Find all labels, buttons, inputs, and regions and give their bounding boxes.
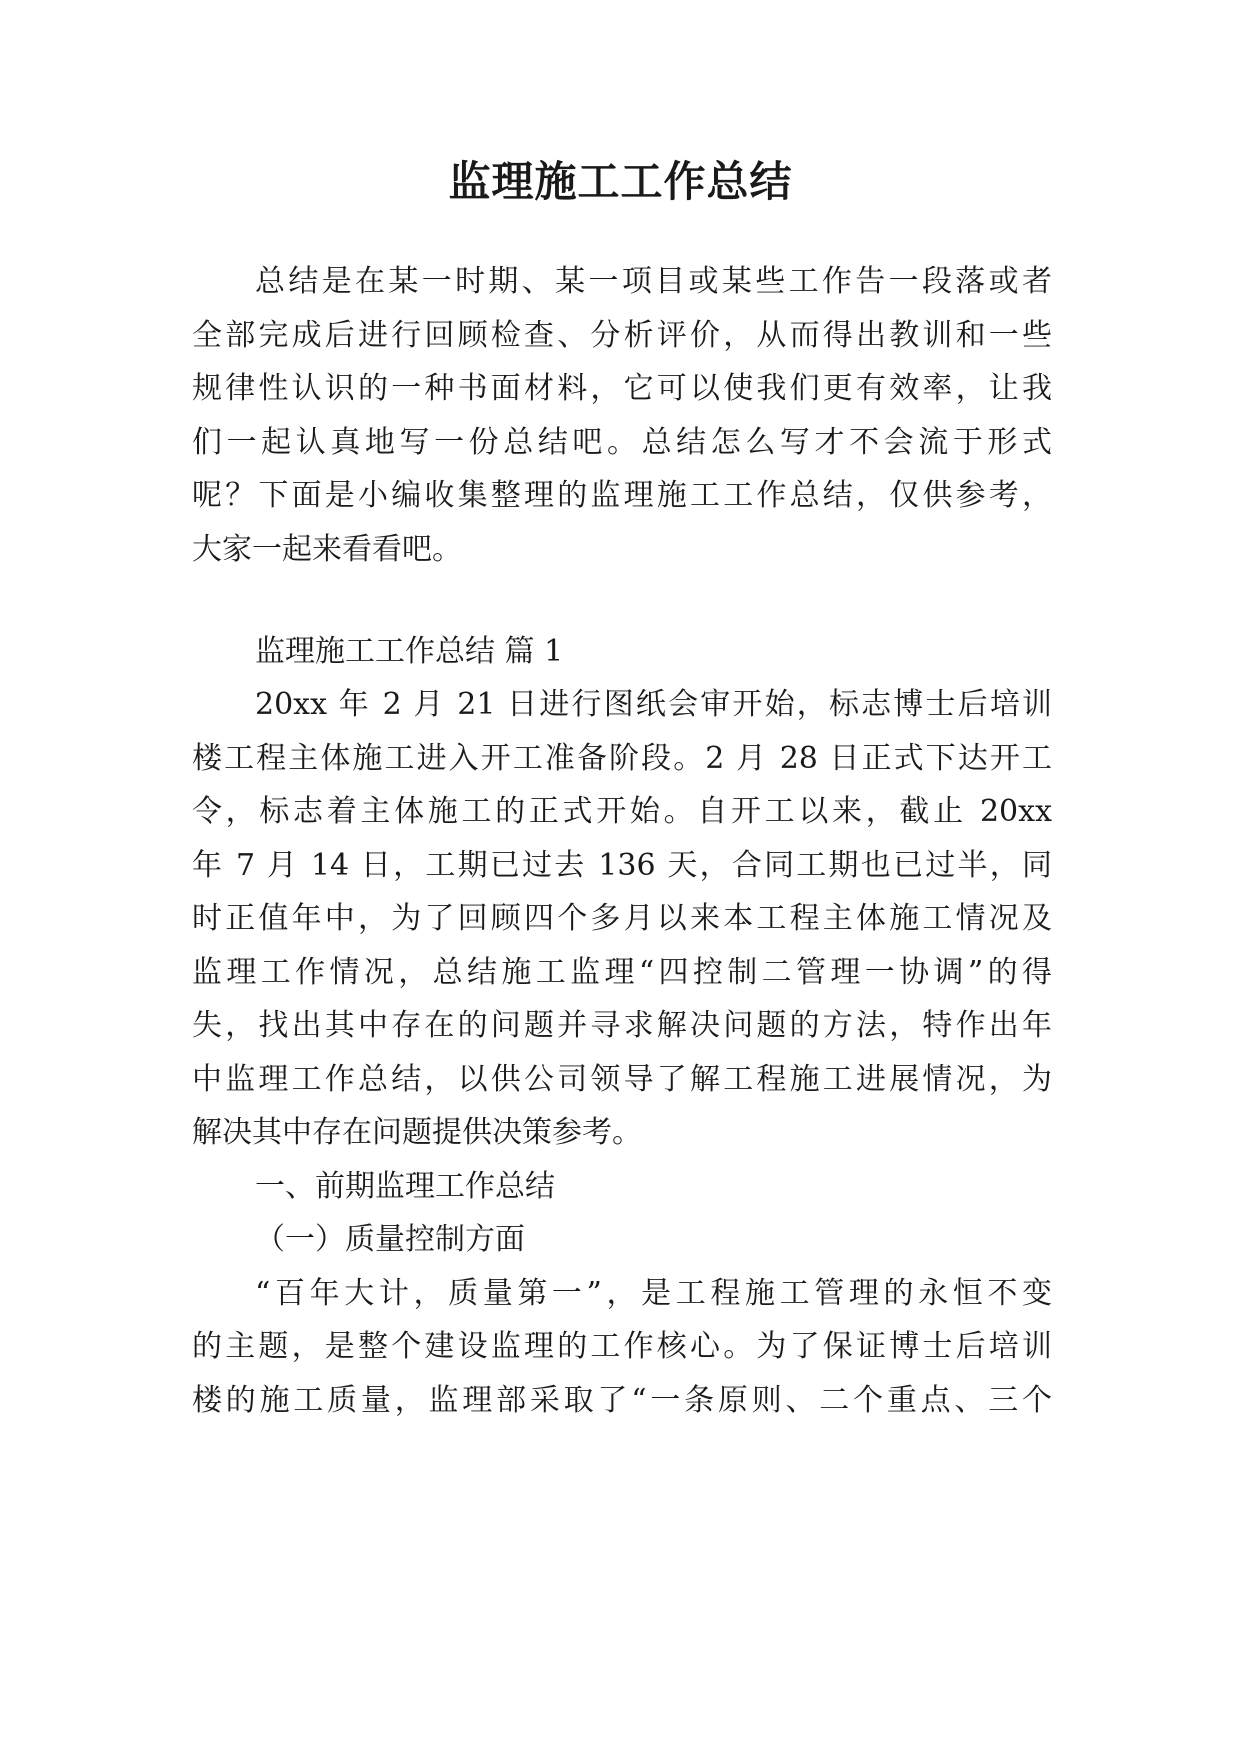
- para1-line-1: 20xx 年 2 月 21 日进行图纸会审开始，标志博士后培训: [255, 687, 1052, 722]
- para2-line-1: “百年大计，质量第一”，是工程施工管理的永恒不变: [255, 1276, 1052, 1311]
- intro-line-3: 规律性认识的一种书面材料，它可以使我们更有效率，让我: [192, 371, 1052, 406]
- subsection1-heading: （一）质量控制方面: [255, 1222, 525, 1257]
- intro-line-6: 大家一起来看看吧。: [192, 532, 462, 567]
- para1-line-2: 楼工程主体施工进入开工准备阶段。2 月 28 日正式下达开工: [192, 741, 1052, 776]
- intro-line-4: 们一起认真地写一份总结吧。总结怎么写才不会流于形式: [192, 425, 1052, 460]
- para1-line-5: 时正值年中，为了回顾四个多月以来本工程主体施工情况及: [192, 901, 1052, 936]
- para2-line-3: 楼的施工质量，监理部采取了“一条原则、二个重点、三个: [192, 1383, 1052, 1418]
- para1-line-9: 解决其中存在问题提供决策参考。: [192, 1115, 642, 1150]
- para2-line-2: 的主题，是整个建设监理的工作核心。为了保证博士后培训: [192, 1329, 1052, 1364]
- article-heading: 监理施工工作总结 篇 1: [255, 634, 564, 669]
- document-title: 监理施工工作总结: [448, 157, 793, 206]
- para1-line-8: 中监理工作总结，以供公司领导了解工程施工进展情况，为: [192, 1062, 1052, 1097]
- para1-line-6: 监理工作情况，总结施工监理“四控制二管理一协调”的得: [192, 955, 1052, 990]
- para1-line-3: 令，标志着主体施工的正式开始。自开工以来，截止 20xx: [192, 794, 1052, 829]
- intro-line-1: 总结是在某一时期、某一项目或某些工作告一段落或者: [255, 264, 1052, 299]
- section1-heading: 一、前期监理工作总结: [255, 1169, 555, 1204]
- para1-line-4: 年 7 月 14 日，工期已过去 136 天，合同工期也已过半，同: [192, 848, 1052, 883]
- para1-line-7: 失，找出其中存在的问题并寻求解决问题的方法，特作出年: [192, 1008, 1052, 1043]
- intro-line-2: 全部完成后进行回顾检查、分析评价，从而得出教训和一些: [192, 318, 1052, 353]
- intro-line-5: 呢？下面是小编收集整理的监理施工工作总结，仅供参考，: [192, 478, 1052, 513]
